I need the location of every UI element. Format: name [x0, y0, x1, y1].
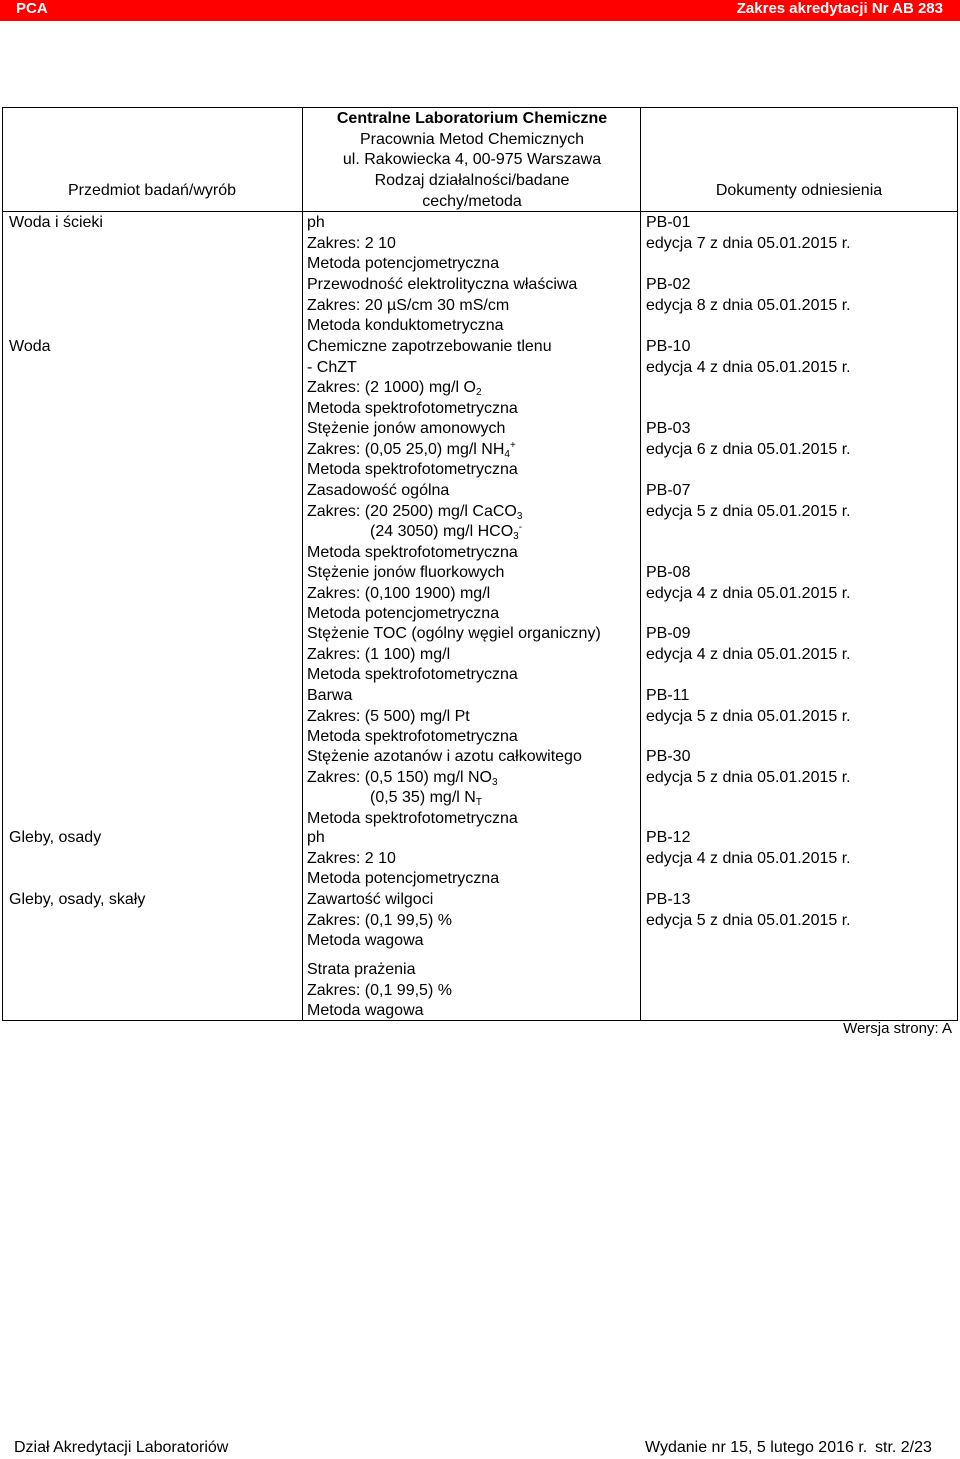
- header-right: Zakres akredytacji Nr AB 283: [736, 0, 943, 17]
- reference-doc: PB-13 edycja 5 z dnia 05.01.2015 r.: [646, 891, 851, 929]
- subject-water-wastewater: Woda i ścieki: [9, 214, 103, 231]
- reference-doc: PB-09 edycja 4 z dnia 05.01.2015 r.: [646, 625, 851, 663]
- reference-doc: PB-03 edycja 6 z dnia 05.01.2015 r.: [646, 420, 851, 458]
- reference-doc: PB-11 edycja 5 z dnia 05.01.2015 r.: [646, 687, 851, 725]
- test-item: Zawartość wilgoci Zakres: (0,1 99,5) % Metoda wagowa: [307, 891, 452, 949]
- test-item: ph Zakres: 2 10 Metoda potencjometryczna: [307, 214, 500, 272]
- test-item: Stężenie jonów amonowych Zakres: (0,05 25,0) mg/l $NH_4^+$ Metoda spektrofotometryczna: [307, 420, 518, 478]
- test-item: Stężenie azotanów i azotu całkowitego Zakres: (0,5 150) mg/l $NO_3$ (0,5 35) mg/l $N_T$ Metoda spektrofotometryczna: [307, 748, 582, 827]
- test-item: Chemiczne zapotrzebowanie tlenu - ChZT Zakres: (2 1000) mg/l $O_2$ Metoda spektrofotometryczna: [307, 338, 552, 417]
- lab-dept: Pracownia Metod Chemicznych: [359, 131, 585, 148]
- column-docs: Dokumenty odniesienia: [715, 182, 883, 199]
- subject-water: Woda: [9, 338, 51, 355]
- lab-name: Centralne Laboratorium Chemiczne: [336, 110, 608, 127]
- reference-doc: PB-08 edycja 4 z dnia 05.01.2015 r.: [646, 564, 851, 602]
- test-item: Stężenie TOC (ogólny węgiel organiczny) Zakres: (1 100) mg/l Metoda spektrofotometryczna: [307, 625, 601, 683]
- reference-doc: PB-07 edycja 5 z dnia 05.01.2015 r.: [646, 482, 851, 520]
- test-item: Zasadowość ogólna Zakres: (20 2500) mg/l CaCO$_3$ (24 3050) mg/l $HCO_3^-$ Metoda spektrofotometryczna: [307, 482, 523, 561]
- footer-edition: Wydanie nr 15, 5 lutego 2016 r.: [645, 1439, 868, 1456]
- test-item: Barwa Zakres: (5 500) mg/l Pt Metoda spektrofotometryczna: [307, 687, 518, 745]
- test-item: Strata prażenia Zakres: (0,1 99,5) % Metoda wagowa: [307, 961, 452, 1019]
- reference-doc: PB-30 edycja 5 z dnia 05.01.2015 r.: [646, 748, 851, 786]
- reference-doc: PB-02 edycja 8 z dnia 05.01.2015 r.: [646, 276, 851, 314]
- footer-page-number: str. 2/23: [875, 1439, 932, 1456]
- reference-doc: PB-01 edycja 7 z dnia 05.01.2015 r.: [646, 214, 851, 252]
- reference-doc: PB-10 edycja 4 z dnia 05.01.2015 r.: [646, 338, 851, 376]
- subject-soils: Gleby, osady: [9, 829, 102, 846]
- footer-department: Dział Akredytacji Laboratoriów: [14, 1439, 229, 1456]
- header-bar: [0, 0, 960, 21]
- reference-doc: PB-12 edycja 4 z dnia 05.01.2015 r.: [646, 829, 851, 867]
- test-item: ph Zakres: 2 10 Metoda potencjometryczna: [307, 829, 500, 887]
- header-left: PCA: [16, 0, 48, 17]
- column-subject: Przedmiot badań/wyrób: [67, 182, 237, 199]
- subject-soils-rocks: Gleby, osady, skały: [9, 891, 146, 908]
- test-item: Stężenie jonów fluorkowych Zakres: (0,100 1900) mg/l Metoda potencjometryczna: [307, 564, 505, 622]
- test-item: Przewodność elektrolityczna właściwa Zakres: 20 µS/cm 30 mS/cm Metoda konduktometryczna: [307, 276, 578, 334]
- page-version: Wersja strony: A: [843, 1020, 952, 1037]
- lab-address: ul. Rakowiecka 4, 00-975 Warszawa: [342, 151, 602, 168]
- column-activity-2: cechy/metoda: [422, 193, 522, 210]
- column-activity-1: Rodzaj działalności/badane: [374, 172, 570, 189]
